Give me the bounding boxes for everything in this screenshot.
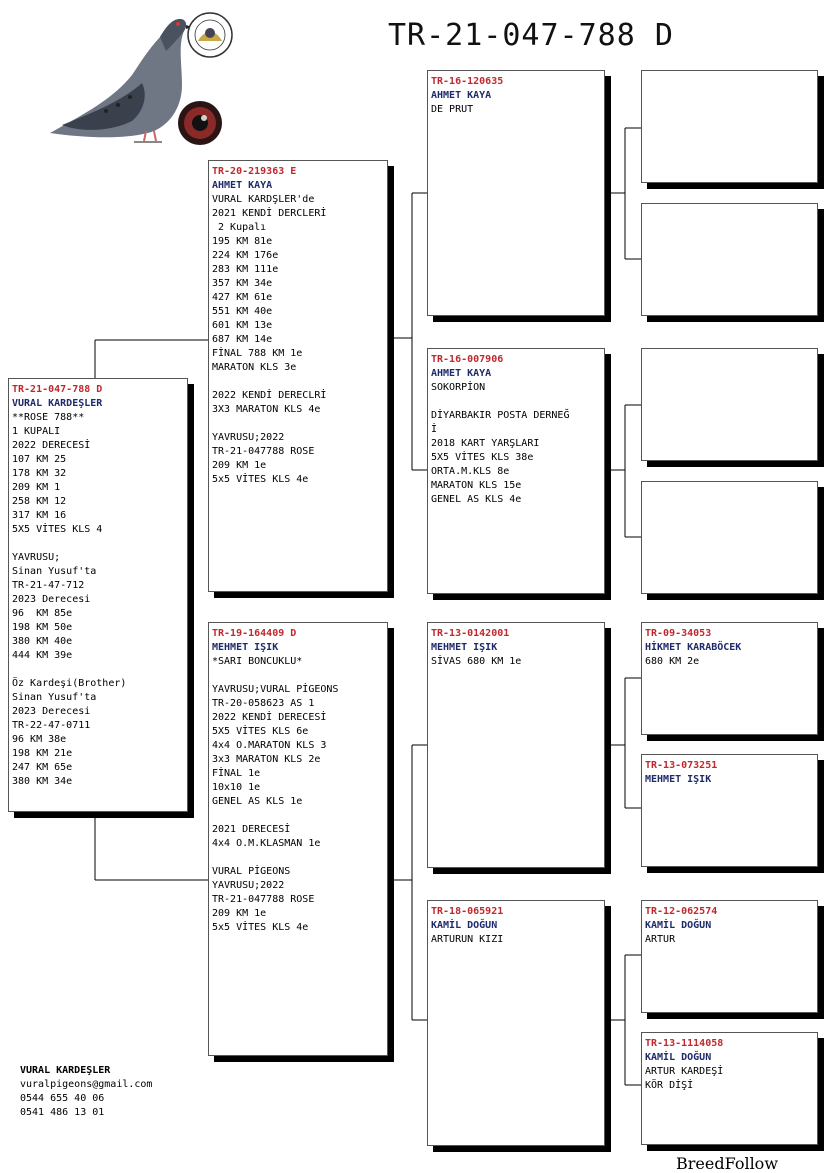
card-text-line: 3x3 MARATON KLS 2e [212, 754, 321, 765]
card-text-line: Sinan Yusuf'ta [12, 566, 97, 577]
card-text-line: 5X5 VİTES KLS 4 [12, 524, 103, 535]
card-text-line: 2023 Derecesi [12, 706, 91, 717]
card-text-line: TR-21-047788 ROSE [212, 446, 315, 457]
card-text-line [212, 851, 387, 865]
card-text-line: 2022 KENDİ DERECLRİ [212, 390, 327, 401]
owner-name: MEHMET IŞIK [212, 642, 279, 653]
card-text-line: 427 KM 61e [212, 292, 273, 303]
card-sire-dam-dam[interactable] [641, 481, 818, 594]
pigeon-illustration [22, 5, 242, 150]
card-text-line: VURAL PİGEONS [212, 866, 291, 877]
card-text-line: 2 Kupalı [212, 222, 267, 233]
card-sire[interactable] [208, 160, 388, 592]
card-text-line: Sinan Yusuf'ta [12, 692, 97, 703]
card-text-line: 680 KM 2e [645, 656, 700, 667]
owner-name: AHMET KAYA [431, 90, 492, 101]
card-text-line: 444 KM 39e [12, 650, 73, 661]
brand-logo: BreedFollow [676, 1154, 779, 1173]
card-text-line: SİVAS 680 KM 1e [431, 656, 522, 667]
card-text-line: TR-22-47-0711 [12, 720, 91, 731]
card-text-line: 5X5 VİTES KLS 38e [431, 452, 534, 463]
header-artwork [22, 5, 242, 150]
owner-name: KAMİL DOĞUN [645, 1052, 712, 1063]
owner-name: AHMET KAYA [431, 368, 492, 379]
card-dam[interactable] [208, 622, 388, 1056]
card-text-line: 195 KM 81e [212, 236, 273, 247]
owner-name: KAMİL DOĞUN [645, 920, 712, 931]
card-text-line: 2022 KENDİ DERECESİ [212, 712, 327, 723]
card-text-line [212, 417, 387, 431]
card-text-line [212, 669, 387, 683]
card-text-line: 209 KM 1 [12, 482, 61, 493]
breeder-name: VURAL KARDEŞLER [20, 1065, 111, 1076]
card-text-line: DİYARBAKIR POSTA DERNEĞ [431, 410, 570, 421]
card-text-line: 198 KM 50e [12, 622, 73, 633]
card-text-line: 224 KM 176e [212, 250, 279, 261]
card-text-line [212, 375, 387, 389]
card-dam-sire[interactable] [427, 622, 605, 868]
card-text-line: 107 KM 25 [12, 454, 67, 465]
card-text-line [431, 395, 604, 409]
card-text-line: KÖR DİŞİ [645, 1080, 694, 1091]
pedigree-title: TR-21-047-788 D [388, 18, 674, 53]
owner-name: VURAL KARDEŞLER [12, 398, 103, 409]
card-text-line: ARTURUN KIZI [431, 934, 504, 945]
ring-number: TR-16-120635 [431, 76, 504, 87]
card-text-line: 317 KM 16 [12, 510, 67, 521]
card-text-line: 687 KM 14e [212, 334, 273, 345]
ring-number: TR-16-007906 [431, 354, 504, 365]
card-text-line: 380 KM 34e [12, 776, 73, 787]
phone-number[interactable]: 0541 486 13 01 [20, 1107, 105, 1118]
card-text-line [12, 663, 187, 677]
card-text-line: 283 KM 111e [212, 264, 279, 275]
header-fine-print [30, 6, 31, 11]
card-text-line: 10x10 1e [212, 782, 261, 793]
ring-number: TR-13-0142001 [431, 628, 510, 639]
ring-number: TR-20-219363 E [212, 166, 297, 177]
ring-number: TR-21-047-788 D [12, 384, 103, 395]
card-text-line: 198 KM 21e [12, 748, 73, 759]
owner-name: AHMET KAYA [212, 180, 273, 191]
card-dam-sire-sire[interactable] [641, 622, 818, 735]
card-text-line: 551 KM 40e [212, 306, 273, 317]
owner-name: HİKMET KARABÖCEK [645, 642, 742, 653]
card-text-line: FİNAL 788 KM 1e [212, 348, 303, 359]
contact-block [20, 1064, 152, 1120]
card-text-line: YAVRUSU; [12, 552, 61, 563]
card-text-line: YAVRUSU;2022 [212, 432, 285, 443]
card-text-line: 2023 Derecesi [12, 594, 91, 605]
card-text-line: GENEL AS KLS 1e [212, 796, 303, 807]
card-sire-dam-sire[interactable] [641, 348, 818, 461]
card-dam-sire-dam[interactable] [641, 754, 818, 867]
card-text-line: 247 KM 65e [12, 762, 73, 773]
card-text-line: 5X5 VİTES KLS 6e [212, 726, 309, 737]
card-text-line: 96 KM 38e [12, 734, 67, 745]
ring-number: TR-13-073251 [645, 760, 718, 771]
card-sire-sire-dam[interactable] [641, 203, 818, 316]
card-text-line: 1 KUPALI [12, 426, 61, 437]
card-text-line: 4x4 O.MARATON KLS 3 [212, 740, 327, 751]
card-text-line: SOKORPİON [431, 382, 486, 393]
card-text-line: 5x5 VİTES KLS 4e [212, 474, 309, 485]
card-text-line: 601 KM 13e [212, 320, 273, 331]
card-text-line: 209 KM 1e [212, 460, 267, 471]
card-text-line: 209 KM 1e [212, 908, 267, 919]
card-text-line: MARATON KLS 3e [212, 362, 297, 373]
card-sire-dam[interactable] [427, 348, 605, 594]
card-text-line: 2022 DERECESİ [12, 440, 91, 451]
card-text-line [212, 809, 387, 823]
card-text-line: YAVRUSU;2022 [212, 880, 285, 891]
ring-number: TR-13-1114058 [645, 1038, 724, 1049]
card-text-line: **ROSE 788** [12, 412, 85, 423]
card-text-line: ORTA.M.KLS 8e [431, 466, 510, 477]
card-text-line: 357 KM 34e [212, 278, 273, 289]
card-text-line: 96 KM 85e [12, 608, 73, 619]
card-text-line: 380 KM 40e [12, 636, 73, 647]
owner-name: MEHMET IŞIK [645, 774, 712, 785]
card-text-line: 3X3 MARATON KLS 4e [212, 404, 321, 415]
card-sire-sire-sire[interactable] [641, 70, 818, 183]
card-text-line [12, 537, 187, 551]
card-dam-dam-dam[interactable] [641, 1032, 818, 1145]
card-text-line: ARTUR [645, 934, 676, 945]
ring-number: TR-12-062574 [645, 906, 718, 917]
ring-number: TR-18-065921 [431, 906, 504, 917]
card-text-line: 258 KM 12 [12, 496, 67, 507]
ring-number: TR-19-164409 D [212, 628, 297, 639]
card-text-line: İ [431, 424, 438, 435]
card-text-line: FİNAL 1e [212, 768, 261, 779]
card-dam-dam-sire[interactable] [641, 900, 818, 1013]
card-text-line: TR-21-047788 ROSE [212, 894, 315, 905]
card-text-line: VURAL KARDŞLER'de [212, 194, 315, 205]
card-text-line: TR-21-47-712 [12, 580, 85, 591]
card-dam-dam[interactable] [427, 900, 605, 1146]
ring-number: TR-09-34053 [645, 628, 712, 639]
card-text-line: GENEL AS KLS 4e [431, 494, 522, 505]
card-text-line: 2018 KART YARŞLARI [431, 438, 540, 449]
card-text-line: *SARI BONCUKLU* [212, 656, 303, 667]
card-sire-sire[interactable] [427, 70, 605, 316]
card-text-line: 2021 KENDİ DERCLERİ [212, 208, 327, 219]
card-subject[interactable] [8, 378, 188, 812]
card-text-line: 4x4 O.M.KLASMAN 1e [212, 838, 321, 849]
card-text-line: 178 KM 32 [12, 468, 67, 479]
phone-number[interactable]: 0544 655 40 06 [20, 1093, 105, 1104]
card-text-line: MARATON KLS 15e [431, 480, 522, 491]
card-text-line: ARTUR KARDEŞİ [645, 1066, 724, 1077]
card-text-line: DE PRUT [431, 104, 474, 115]
card-text-line: YAVRUSU;VURAL PİGEONS [212, 684, 339, 695]
email-link[interactable]: vuralpigeons@gmail.com [20, 1079, 153, 1090]
card-text-line: 2021 DERECESİ [212, 824, 291, 835]
card-text-line: TR-20-058623 AS 1 [212, 698, 315, 709]
owner-name: KAMİL DOĞUN [431, 920, 498, 931]
card-text-line: 5x5 VİTES KLS 4e [212, 922, 309, 933]
card-text-line: Öz Kardeşi(Brother) [12, 678, 127, 689]
owner-name: MEHMET IŞIK [431, 642, 498, 653]
